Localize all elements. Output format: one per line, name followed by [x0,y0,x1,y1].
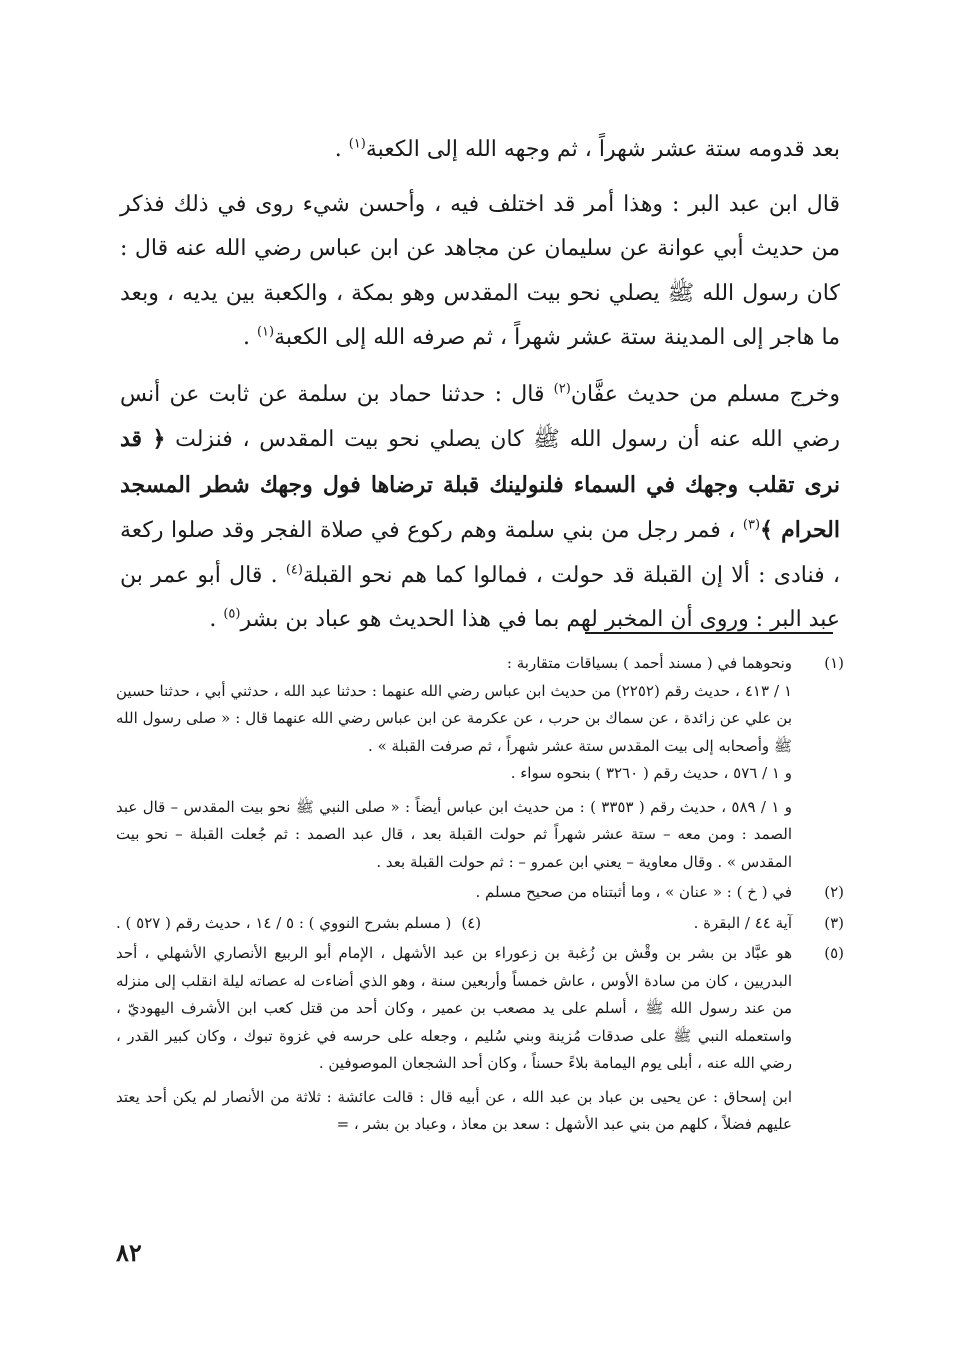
paragraph-3-end: . [209,607,224,632]
footnote-3-text: آية ٤٤ / البقرة . [693,913,792,932]
footnote-number: (٥) [824,944,844,962]
footnote-1-intro: ونحوهما في ( مسند أحمد ) بسياقات متقاربة : [506,654,792,672]
footnote-5-continuation [116,1084,844,1139]
main-text [120,128,840,655]
footnote-ref[interactable]: (٢) [553,381,571,397]
footnote-ref[interactable]: (٣) [742,517,761,533]
footnote-ref[interactable]: (١) [348,136,366,152]
footnote-separator [585,632,833,634]
footnote-body [116,910,792,938]
footnote-body [116,650,792,876]
quran-verse: ﴿ قد نرى تقلب وجهك في السماء فلنولينك قبلة ترضاها فول وجهك شطر المسجد الحرام ﴾ [120,426,840,543]
footnote-number: (٢) [824,883,844,901]
footnote-body: هو عبَّاد بن بشر بن وقْش بن زُغبة بن زعوراء بن عبد الأشهل ، الإمام أبو الربيع الأنصاري الأشهلي ، أحد البدريين ، كان من سادة الأوس ، عاش خمساً وأربعين سنة ، وهو الذي أضاءت له عصاته ليلة انقلب إلى منزله من عند رسول الله ﷺ ، أسلم على يد مصعب بن عمير ، وكان أحد من قتل كعب ابن الأشرف اليهوديّ ، واستعمله النبي ﷺ على صدقات مُزينة وبني سُليم ، وجعله على حرسه في غزوة تبوك ، وكان كبير القدر ، رضي الله عنه ، أبلى يوم اليمامة بلاءً حسناً ، وكان أحد الشجعان الموصوفين . [116,944,792,1072]
paragraph-3 [120,373,840,643]
paragraph-3-text-c: ، فمر رجل من بني سلمة وهم ركوع في صلاة الفجر وقد صلوا ركعة ، فنادى : ألا إن القبلة قد حولت ، فمالوا كما هم نحو القبلة [120,518,840,588]
footnotes [116,650,844,1142]
footnote-body: ابن إسحاق : عن يحيى بن عباد بن عبد الله ، عن أبيه قال : قالت عائشة : ثلاثة من الأنصار لم يكن أحد يعتد عليهم فضلاً ، كلهم من بني عبد الأشهل : سعد بن معاذ ، وعباد بن بشر ، = [116,1087,792,1133]
paragraph-3-text-b: قال : حدثنا حماد بن سلمة عن ثابت عن أنس رضي الله عنه أن رسول الله ﷺ كان يصلي نحو بيت المقدس ، فنزلت [120,381,840,452]
footnote-number: (١) [824,654,844,672]
footnote-1-part-a: ١ / ٤١٣ ، حديث رقم (٢٢٥٢) من حديث ابن عباس رضي الله عنهما : حدثنا عبد الله ، حدثني أبي ، حدثنا حسين بن علي عن زائدة ، عن سماك بن حرب ، عن عكرمة عن ابن عباس رضي الله عنهما قال : « صلى رسول الله ﷺ وأصحابه إلى بيت المقدس ستة عشر شهراً ، ثم صرفت القبلة » . [116,681,793,755]
footnote-1-part-b: و ١ / ٥٧٦ ، حديث رقم ( ٣٢٦٠ ) بنحوه سواء . [510,764,792,782]
footnote-3-4 [116,910,844,938]
paragraph-3-text-d: . قال أبو عمر بن عبد البر : وروى أن المخبر لهم بما في هذا الحديث هو عباد بن بشر [120,562,840,632]
paragraph-1-text: بعد قدومه ستة عشر شهراً ، ثم وجهه الله إلى الكعبة [365,137,840,162]
paragraph-2-text: قال ابن عبد البر : وهذا أمر قد اختلف فيه ، وأحسن شيء روى في ذلك فذكر من حديث أبي عوانة عن سليمان عن مجاهد عن ابن عباس رضي الله عنه قال : كان رسول الله ﷺ يصلي نحو بيت المقدس وهو بمكة ، والكعبة بين يديه ، وبعد ما هاجر إلى المدينة ستة عشر شهراً ، ثم صرفه الله إلى الكعبة [120,191,840,350]
footnote-4 [116,910,481,938]
paragraph-3-text-a: وخرج مسلم من حديث عفَّان [570,381,841,407]
footnote-4-text: ( مسلم بشرح النووي ) : ٥ / ١٤ ، حديث رقم ( ٥٢٧ ) . [116,913,452,932]
paragraph-1 [120,128,840,173]
paragraph-1-end: . [334,137,349,162]
footnote-2 [116,879,844,907]
paragraph-2-end: . [242,325,257,350]
footnote-1 [116,650,844,876]
footnote-1-part-c: و ١ / ٥٨٩ ، حديث رقم ( ٣٣٥٣ ) : من حديث ابن عباس أيضاً : « صلى النبي ﷺ نحو بيت المقدس – قال عبد الصمد : ومن معه – ستة عشر شهراً ثم حولت القبلة بعد ، قال عبد الصمد : ثم جُعلت القبلة – نحو بيت المقدس » . وقال معاوية – يعني ابن عمرو – : ثم حولت القبلة بعد . [116,797,792,871]
paragraph-2 [120,183,840,361]
footnote-ref[interactable]: (٤) [285,562,303,578]
footnote-number: (٤) [461,913,482,932]
footnote-body: في ( خ ) : « عنان » ، وما أثبتناه من صحيح مسلم . [475,883,792,901]
footnote-ref[interactable]: (١) [256,324,275,340]
footnote-number: (٣) [824,913,844,932]
footnote-ref[interactable]: (٥) [223,606,241,622]
footnote-5 [116,940,844,1078]
page-number: ٨٢ [116,1238,142,1267]
